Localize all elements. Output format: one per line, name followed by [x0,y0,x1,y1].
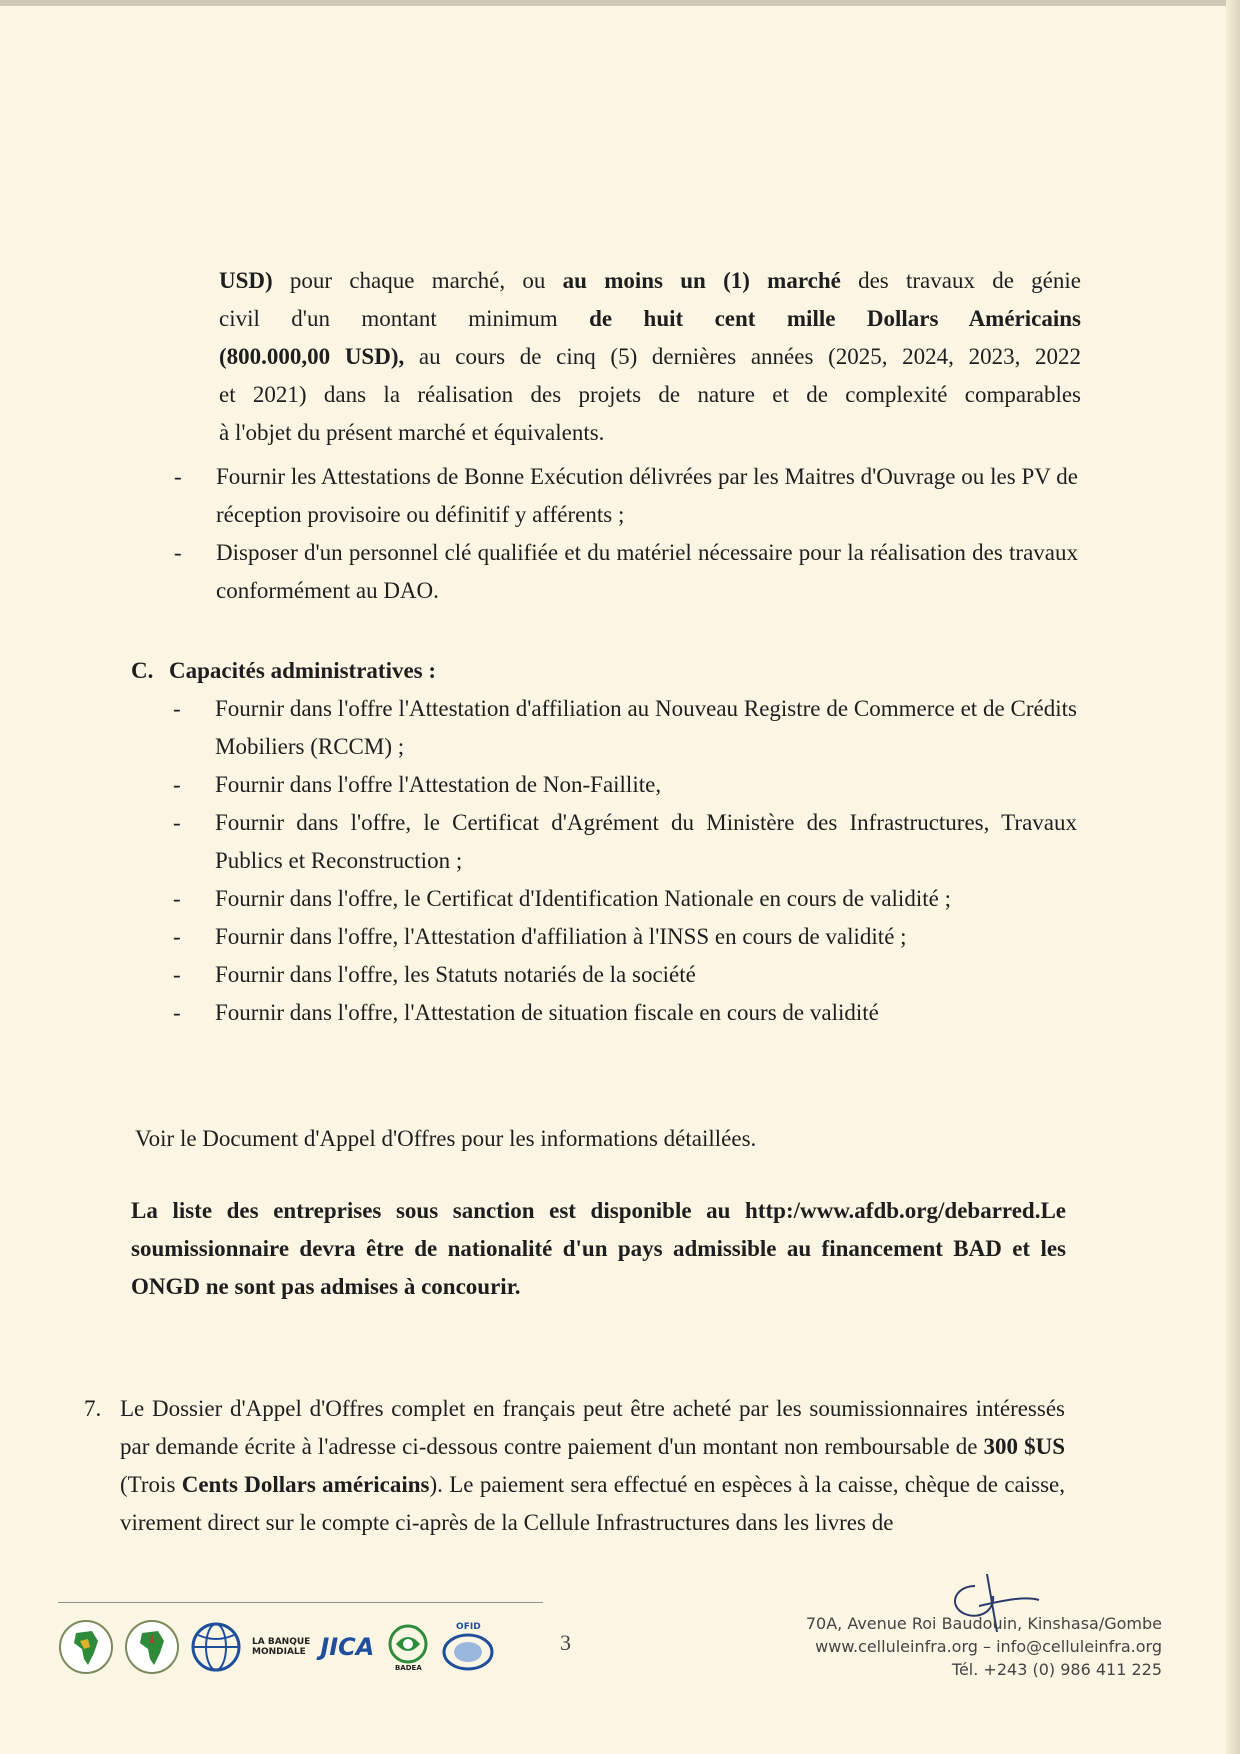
list-item: - Fournir dans l'offre, l'Attestation d'affiliation à l'INSS en cours de validité ; [173,924,907,949]
experience-list [174,458,1078,610]
sanction-paragraph: La liste des entreprises sous sanction est disponible au http:/www.afdb.org/debarred.Le soumissionnaire devra être de nationalité d'un pays admissible au financement BAD et les ONGD ne sont pas admises à concourir. [131,1198,1066,1299]
intro-line-1: USD) pour chaque marché, ou au moins un (1) marché des travaux de génie [219,268,1081,293]
list-item: - Fournir dans l'offre l'Attestation de Non-Faillite, [173,772,662,797]
item-number: 7. [84,1396,102,1421]
footer-web: www.celluleinfra.org – info@celluleinfra.org [815,1637,1162,1656]
list-item: - Fournir dans l'offre l'Attestation d'affiliation au Nouveau Registre de Commerce et de Crédits Mobiliers (RCCM) ; [173,696,1077,759]
list-item: - Disposer d'un personnel clé qualifiée et du matériel nécessaire pour la réalisation des travaux conformément au DAO. [174,540,1078,603]
list-item: - Fournir dans l'offre, l'Attestation de situation fiscale en cours de validité [173,1000,879,1025]
list-item: - Fournir les Attestations de Bonne Exécution délivrées par les Maitres d'Ouvrage ou les PV de réception provisoire ou définitif y afférents ; [174,464,1078,527]
intro-line-5: à l'objet du présent marché et équivalents. [219,420,605,445]
experience-paragraph [219,262,1081,452]
badea-logo: BADEA [384,1617,432,1677]
page-number: 3 [560,1630,571,1655]
see-document-note: Voir le Document d'Appel d'Offres pour les informations détaillées. [135,1126,757,1151]
world-bank-wordmark: LA BANQUE MONDIALE [252,1637,311,1657]
footer-phone: Tél. +243 (0) 986 411 225 [951,1660,1162,1679]
partner-logos [58,1612,528,1682]
africa-fund-seal-icon [124,1617,180,1677]
afdb-seal-icon [58,1617,114,1677]
admin-capacities-list [173,690,1077,1032]
intro-line-4: et 2021) dans la réalisation des projets de nature et de complexité comparables [219,382,1081,407]
intro-line-2: civil d'un montant minimum de huit cent mille Dollars Américains [219,306,1081,331]
footer-contact [806,1612,1162,1681]
footer-address: 70A, Avenue Roi Baudouin, Kinshasa/Gombe [805,1614,1162,1633]
list-item: - Fournir dans l'offre, le Certificat d'Agrément du Ministère des Infrastructures, Travaux Publics et Reconstruction ; [173,810,1077,873]
jica-logo: JICA [320,1633,375,1661]
world-bank-logo-icon [190,1617,242,1677]
numbered-item-7: 7. Le Dossier d'Appel d'Offres complet en français peut être acheté par les soumissionnaires intéressés par demande écrite à l'adresse ci-dessous contre paiement d'un montant non remboursable de 300 $US (Trois Cents Dollars américains). Le paiement sera effectué en espèces à la caisse, chèque de caisse, virement direct sur le compte ci-après de la Cellule Infrastructures dans les livres de [120,1390,1065,1542]
ofid-logo: OFID [442,1617,494,1677]
intro-line-3: (800.000,00 USD), au cours de cinq (5) dernières années (2025, 2024, 2023, 2022 [219,344,1081,369]
section-heading: C. Capacités administratives : [131,658,437,683]
footer-divider [58,1602,543,1603]
scan-right-edge [1226,0,1240,1754]
list-item: - Fournir dans l'offre, le Certificat d'Identification Nationale en cours de validité ; [173,886,951,911]
scan-top-edge [0,0,1240,6]
list-item: - Fournir dans l'offre, les Statuts notariés de la société [173,962,696,987]
